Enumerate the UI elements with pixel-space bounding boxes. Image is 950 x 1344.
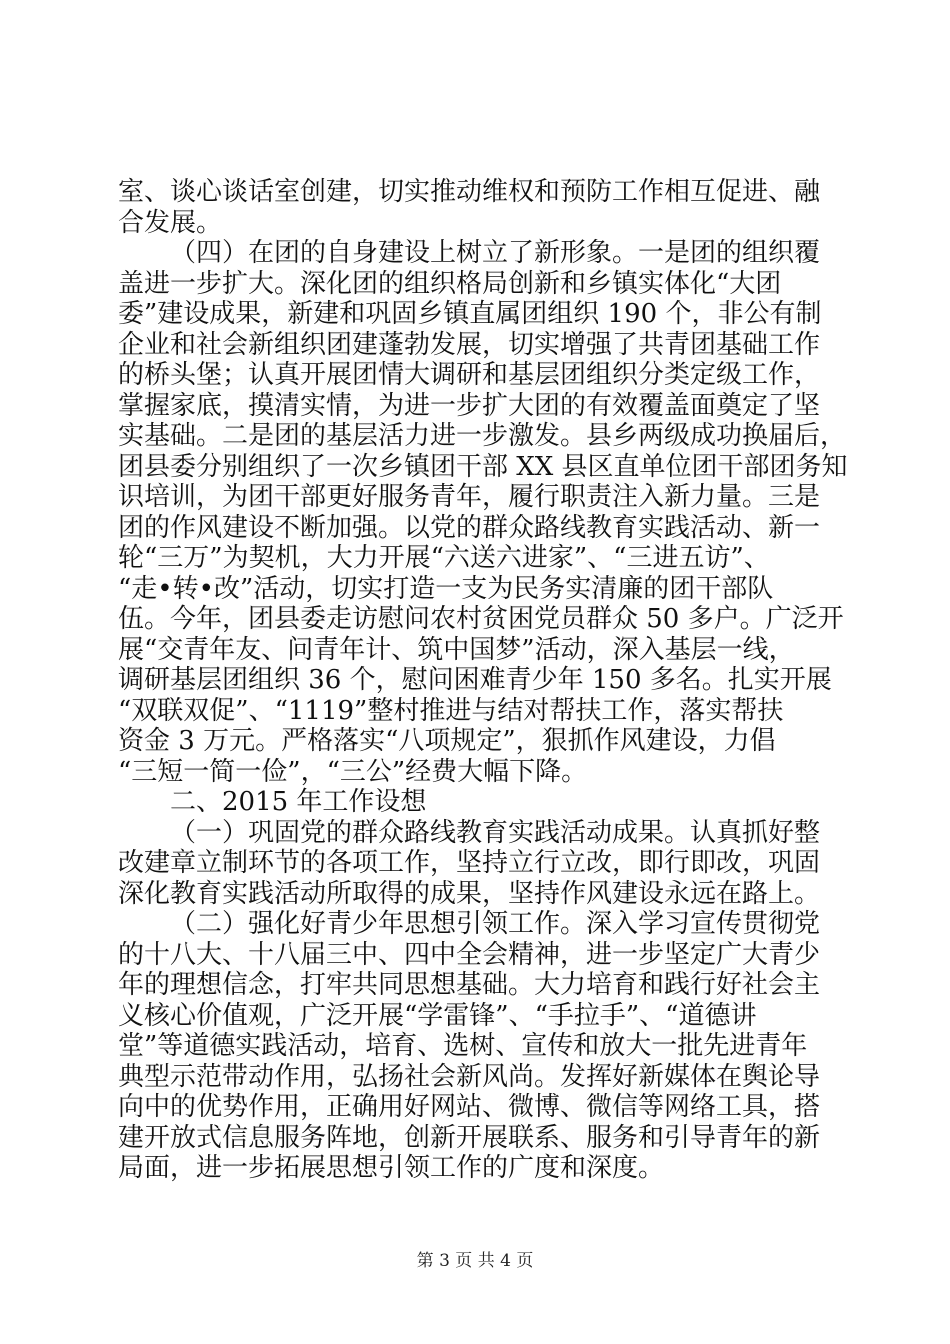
page-footer: 第 3 页 共 4 页: [416, 1251, 534, 1271]
text-line: 识培训，为团干部更好服务青年，履行职责注入新力量。三是: [118, 482, 821, 512]
text-line: 盖进一步扩大。深化团的组织格局创新和乡镇实体化“大团: [118, 269, 782, 299]
text-line: 向中的优势作用，正确用好网站、微博、微信等网络工具，搭: [118, 1092, 821, 1122]
text-line: 资金 3 万元。严格落实“八项规定”，狠抓作风建设，力倡: [118, 726, 776, 756]
text-line: 团县委分别组织了一次乡镇团干部 XX 县区直单位团干部团务知: [118, 452, 848, 482]
text-line: 伍。今年，团县委走访慰问农村贫困党员群众 50 多户。广泛开: [118, 604, 844, 634]
text-line: “三短一简一俭”，“三公”经费大幅下降。: [118, 757, 588, 787]
text-line: （四）在团的自身建设上树立了新形象。一是团的组织覆: [170, 238, 821, 268]
text-line: 掌握家底，摸清实情，为进一步扩大团的有效覆盖面奠定了坚: [118, 391, 821, 421]
text-line: 局面，进一步拓展思想引领工作的广度和深度。: [118, 1153, 665, 1183]
text-line: “走•转•改”活动，切实打造一支为民务实清廉的团干部队: [118, 574, 774, 604]
text-line: 建开放式信息服务阵地，创新开展联系、服务和引导青年的新: [118, 1123, 821, 1153]
text-line: 团的作风建设不断加强。以党的群众路线教育实践活动、新一: [118, 513, 821, 543]
section-heading: 二、2015 年工作设想: [170, 787, 427, 817]
text-line: 典型示范带动作用，弘扬社会新风尚。发挥好新媒体在舆论导: [118, 1062, 821, 1092]
text-line: 的桥头堡；认真开展团情大调研和基层团组织分类定级工作，: [118, 360, 821, 390]
text-line: 深化教育实践活动所取得的成果，坚持作风建设永远在路上。: [118, 879, 821, 909]
text-line: 改建章立制环节的各项工作，坚持立行立改，即行即改，巩固: [118, 848, 821, 878]
text-line: 室、谈心谈话室创建，切实推动维权和预防工作相互促进、融: [118, 177, 821, 207]
text-line: （二）强化好青少年思想引领工作。深入学习宣传贯彻党: [170, 909, 821, 939]
text-line: 义核心价值观，广泛开展“学雷锋”、“手拉手”、“道德讲: [118, 1001, 757, 1031]
text-line: 展“交青年友、问青年计、筑中国梦”活动，深入基层一线，: [118, 635, 795, 665]
text-line: 轮“三万”为契机，大力开展“六送六进家”、“三进五访”、: [118, 543, 770, 573]
text-line: 企业和社会新组织团建蓬勃发展，切实增强了共青团基础工作: [118, 330, 821, 360]
text-line: 的十八大、十八届三中、四中全会精神，进一步坚定广大青少: [118, 940, 821, 970]
text-line: 合发展。: [118, 208, 223, 238]
text-line: 实基础。二是团的基层活力进一步激发。县乡两级成功换届后，: [118, 421, 847, 451]
text-line: （一）巩固党的群众路线教育实践活动成果。认真抓好整: [170, 818, 821, 848]
text-line: 年的理想信念，打牢共同思想基础。大力培育和践行好社会主: [118, 970, 821, 1000]
text-line: 堂”等道德实践活动，培育、选树、宣传和放大一批先进青年: [118, 1031, 808, 1061]
text-line: “双联双促”、“1119”整村推进与结对帮扶工作，落实帮扶: [118, 696, 784, 726]
text-line: 调研基层团组织 36 个，慰问困难青少年 150 多名。扎实开展: [118, 665, 832, 695]
text-line: 委”建设成果，新建和巩固乡镇直属团组织 190 个，非公有制: [118, 299, 822, 329]
